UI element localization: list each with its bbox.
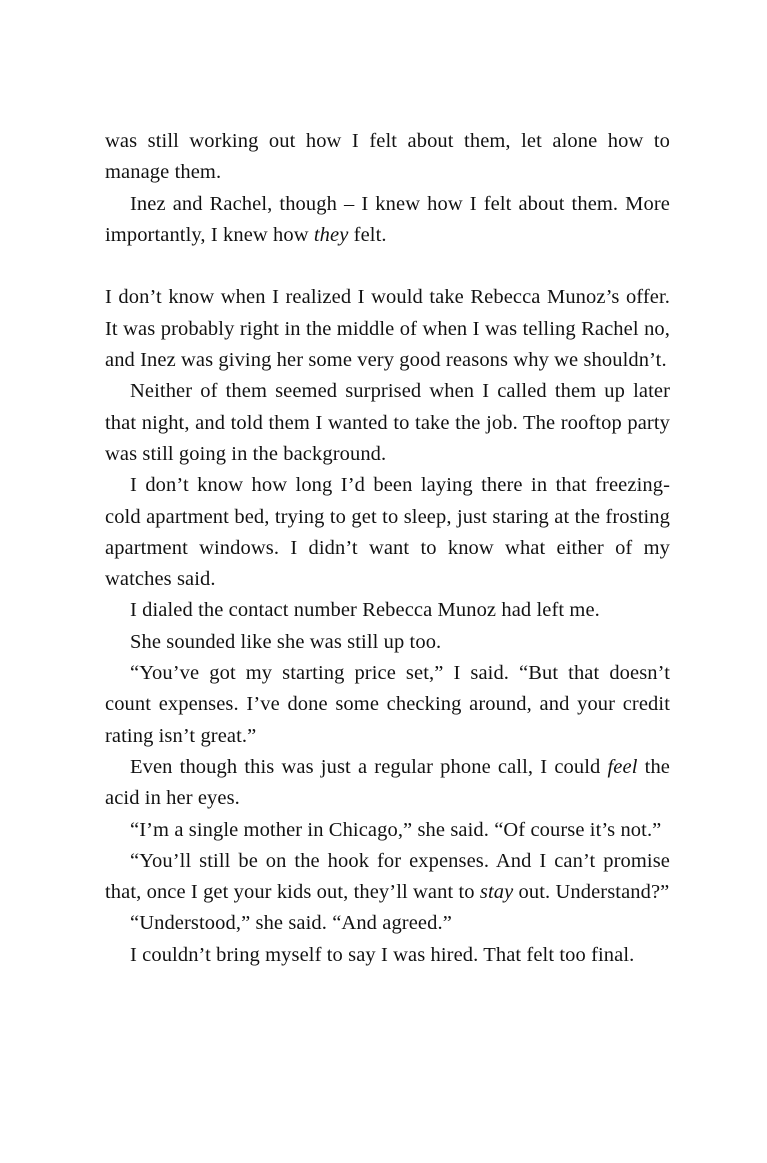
text-segment: was still working out how I felt about them, let alone how to manage them. xyxy=(105,130,670,184)
paragraph xyxy=(105,908,670,939)
text-segment: “I’m a single mother in Chicago,” she said. “Of course it’s not.” xyxy=(130,818,662,841)
italic-text-segment: stay xyxy=(479,881,514,904)
paragraph xyxy=(105,189,670,252)
italic-text-segment: they xyxy=(313,223,349,246)
text-segment: I dialed the contact number Rebecca Munoz had left me. xyxy=(130,599,600,622)
paragraph xyxy=(105,595,670,626)
book-page-text xyxy=(105,126,670,971)
italic-text-segment: feel xyxy=(607,755,638,778)
paragraph xyxy=(105,815,670,846)
paragraph xyxy=(105,376,670,470)
paragraph xyxy=(105,846,670,909)
text-segment: “Understood,” she said. “And agreed.” xyxy=(130,912,452,935)
text-segment: “You’ve got my starting price set,” I said. “But that doesn’t count expenses. I’ve done some checking around, and your credit rating isn’t great.” xyxy=(105,662,670,747)
text-segment: I couldn’t bring myself to say I was hired. That felt too final. xyxy=(130,943,635,966)
text-segment: Even though this was just a regular phone call, I could xyxy=(130,755,608,778)
text-segment: She sounded like she was still up too. xyxy=(130,630,442,653)
paragraph xyxy=(105,752,670,815)
text-segment: felt. xyxy=(348,223,387,246)
paragraph xyxy=(105,658,670,752)
paragraph xyxy=(105,627,670,658)
text-segment: “You’ll still be on the hook for expenses. And I can’t promise that, once I get your kids out, they’ll want to xyxy=(105,849,670,904)
paragraph xyxy=(105,282,670,376)
text-segment: the acid in her eyes. xyxy=(105,755,670,810)
paragraph xyxy=(105,126,670,189)
paragraph xyxy=(105,940,670,971)
text-segment: I don’t know how long I’d been laying there in that freezing-cold apartment bed, trying to get to sleep, just staring at the frosting apartment windows. I didn’t want to know what either of my watches said. xyxy=(105,474,670,591)
text-segment: Neither of them seemed surprised when I called them up later that night, and told them I wanted to take the job. The rooftop party was still going in the background. xyxy=(105,380,670,465)
paragraph xyxy=(105,470,670,595)
text-segment: Inez and Rachel, though – I knew how I felt about them. More importantly, I knew how xyxy=(105,192,670,246)
text-segment: I don’t know when I realized I would take Rebecca Munoz’s offer. It was probably right in the middle of when I was telling Rachel no, and Inez was giving her some very good reasons why we shouldn’t. xyxy=(105,286,670,372)
text-segment: out. Understand?” xyxy=(513,881,670,904)
